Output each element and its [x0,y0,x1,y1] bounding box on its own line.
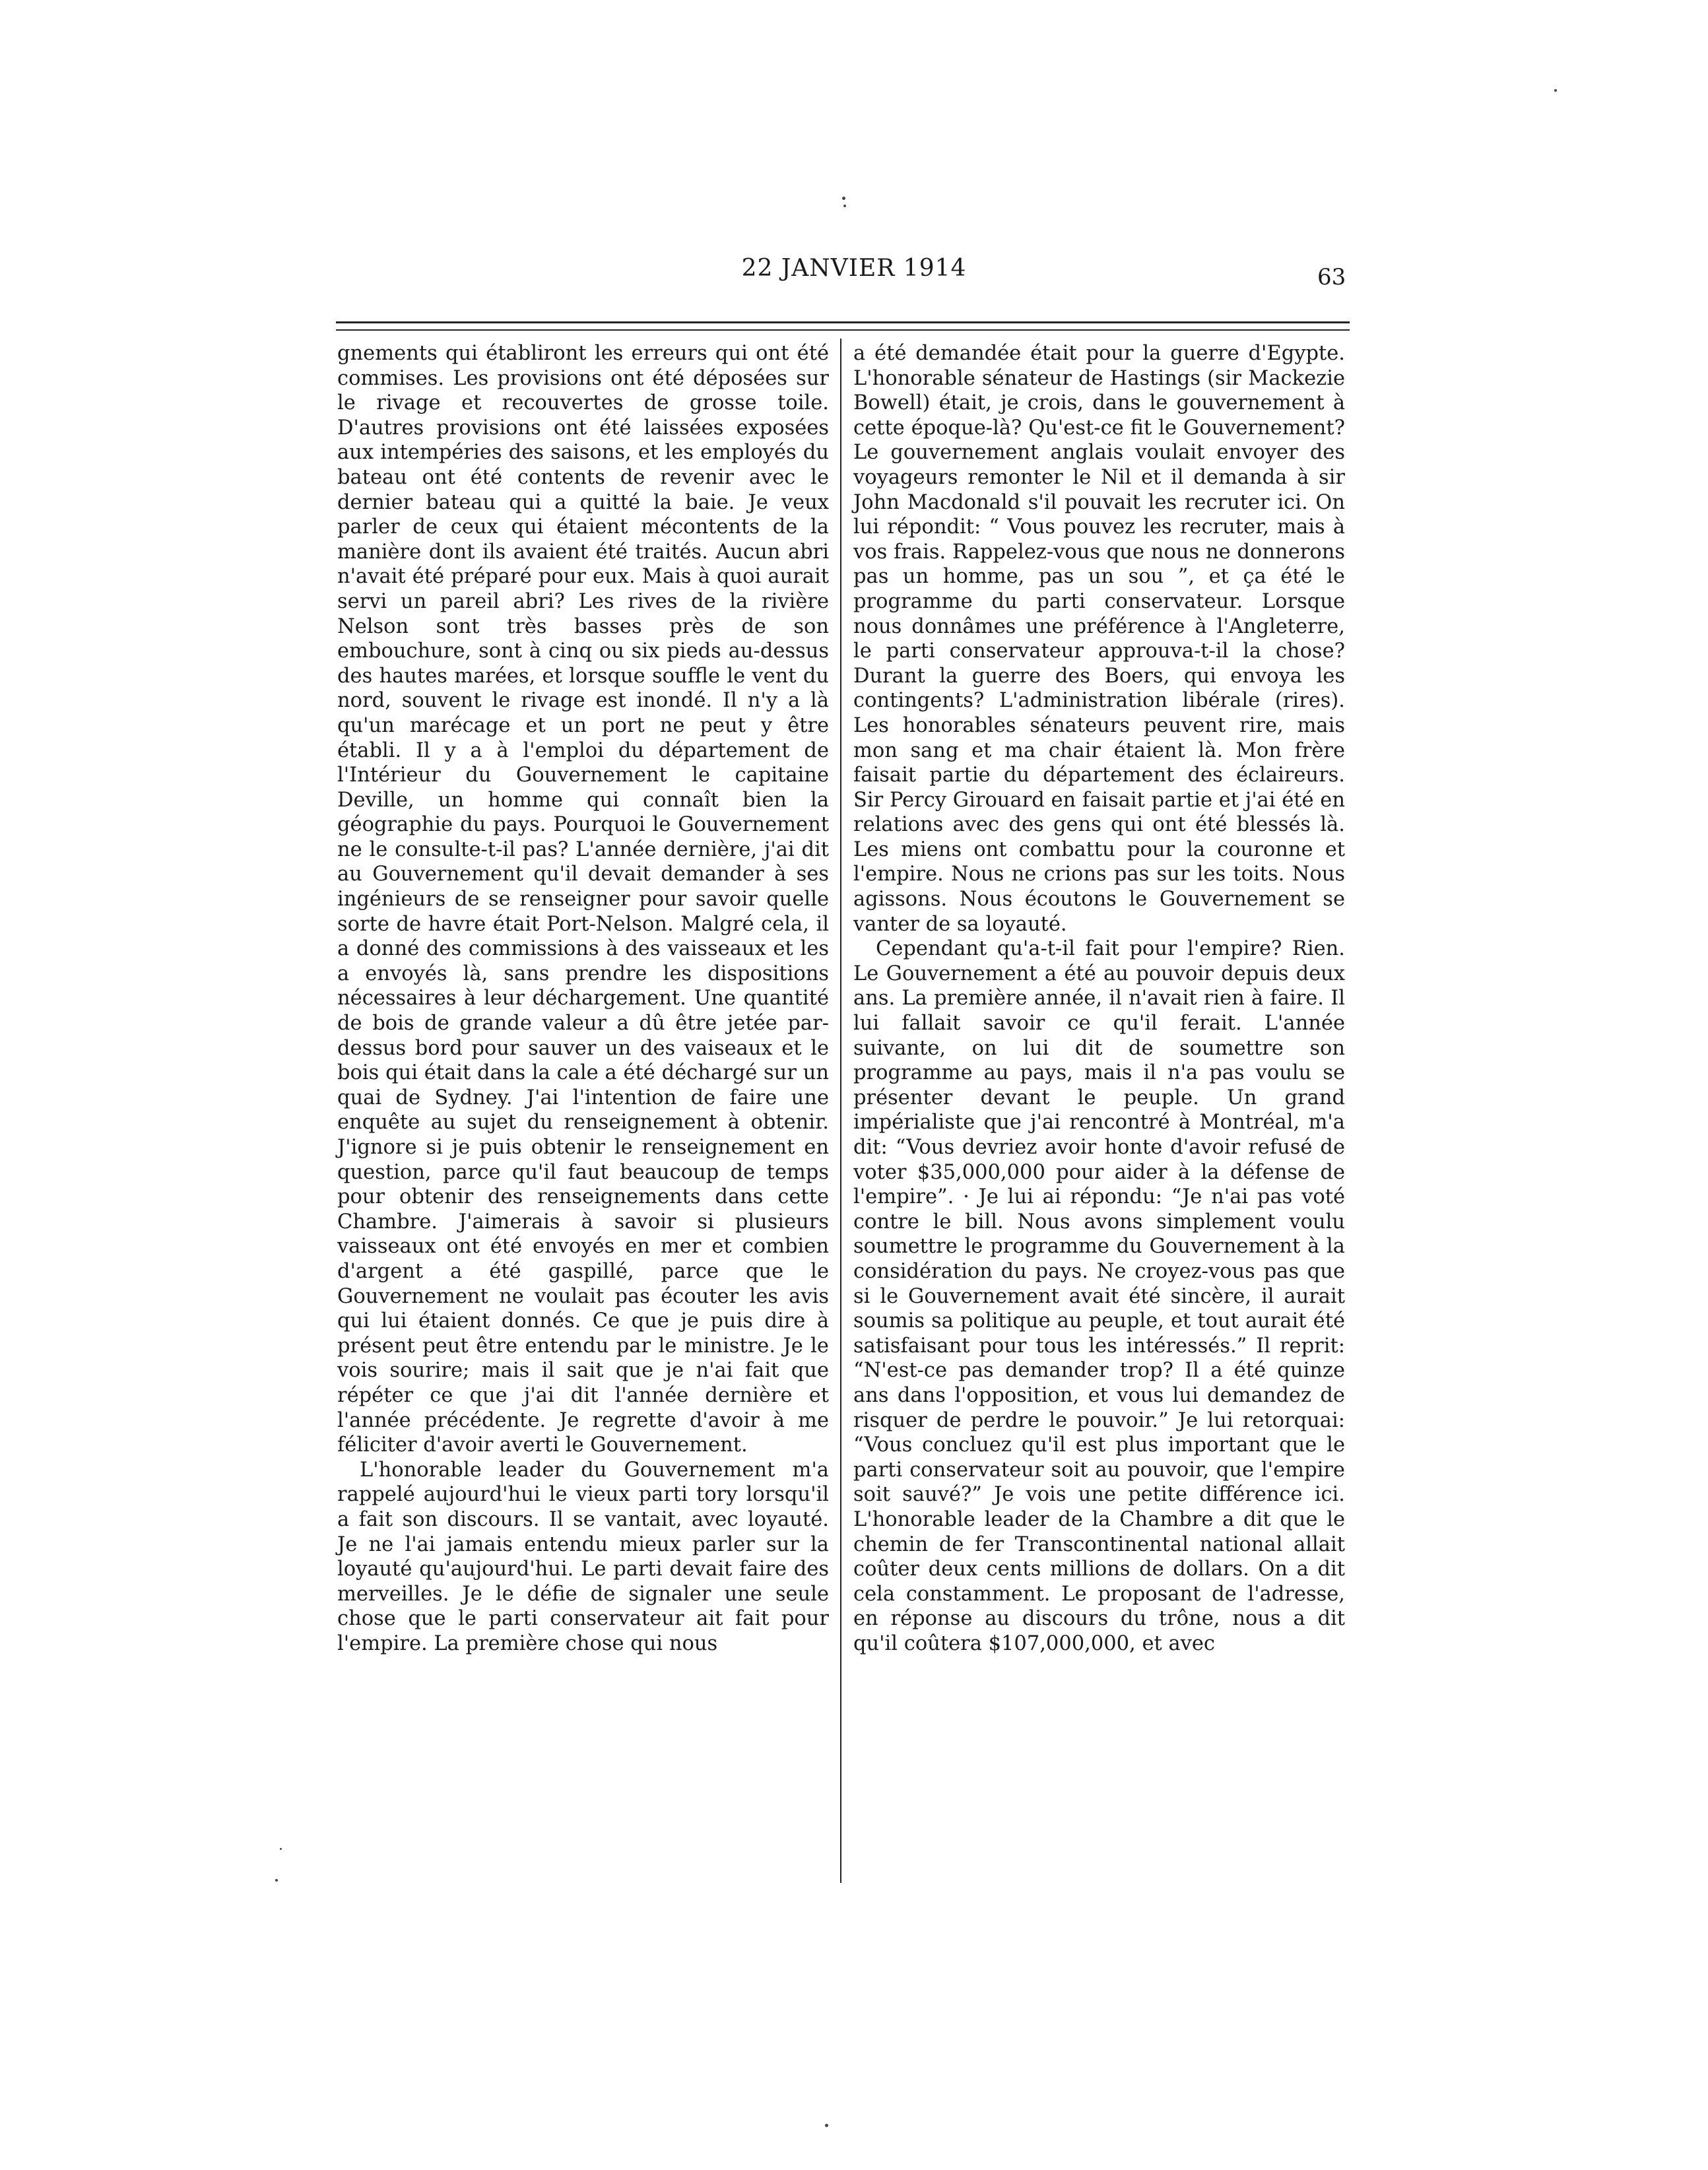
scan-speck [1554,89,1557,92]
left-column [337,341,829,1656]
scan-speck [842,197,845,200]
right-paragraph-1: a été demandée était pour la guerre d'Egypte. L'honorable sénateur de Hastings (sir Mackezie Bowell) était, je crois, dans le gouvernement à cette époque-là? Qu'est-ce fit le Gouvernement? Le gouvernement anglais voulait envoyer des voyageurs remonter le Nil et il demanda à sir John Macdonald s'il pouvait les recruter ici. On lui répondit: “ Vous pouvez les recruter, mais à vos frais. Rappelez-vous que nous ne donnerons pas un homme, pas un sou ”, et ça été le programme du parti conservateur. Lorsque nous donnâmes une préférence à l'Angleterre, le parti conservateur approuva-t-il la chose? Durant la guerre des Boers, qui envoya les contingents? L'administration libérale (rires). Les honorables sénateurs peuvent rire, mais mon sang et ma chair étaient là. Mon frère faisait partie du département des éclaireurs. Sir Percy Girouard en faisait partie et j'ai été en relations avec des gens qui ont été blessés là. Les miens ont combattu pour la couronne et l'empire. Nous ne crions pas sur les toits. Nous agissons. Nous écoutons le Gouvernement se vanter de sa loyauté. [853,342,1345,936]
scan-speck [825,2124,828,2127]
scan-speck [843,205,846,207]
header-rule-top [336,321,1350,323]
header-date: 22 JANVIER 1914 [741,255,967,282]
left-paragraph-2: L'honorable leader du Gouvernement m'a rappelé aujourd'hui le vieux parti tory lorsqu'il a fait son discours. Il se vantait, avec loyauté. Je ne l'ai jamais entendu mieux parler sur la loyauté qu'aujourd'hui. Le parti devait faire des merveilles. Je le défie de signaler une seule chose que le parti conservateur ait fait pour l'empire. La première chose qui nous [337,1458,829,1655]
right-column [853,341,1345,1656]
page-number: 63 [1317,264,1346,290]
column-divider [840,339,841,1883]
scan-speck [280,1848,282,1850]
scan-speck [275,1879,278,1882]
header-rule-bottom [336,329,1350,331]
left-paragraph-1: gnements qui établiront les erreurs qui ont été commises. Les provisions ont été déposées sur le rivage et recouvertes de grosse toile. D'autres provisions ont été laissées exposées aux intempéries des saisons, et les employés du bateau ont été contents de revenir avec le dernier bateau qui a quitté la baie. Je veux parler de ceux qui étaient mécontents de la manière dont ils avaient été traités. Aucun abri n'avait été préparé pour eux. Mais à quoi aurait servi un pareil abri? Les rives de la rivière Nelson sont très basses près de son embouchure, sont à cinq ou six pieds au-dessus des hautes marées, et lorsque souffle le vent du nord, souvent le rivage est inondé. Il n'y a là qu'un marécage et un port ne peut y être établi. Il y a à l'emploi du département de l'Intérieur du Gouvernement le capitaine Deville, un homme qui connaît bien la géographie du pays. Pourquoi le Gouvernement ne le consulte-t-il pas? L'année dernière, j'ai dit au Gouvernement qu'il devait demander à ses ingénieurs de se renseigner pour savoir quelle sorte de havre était Port-Nelson. Malgré cela, il a donné des commissions à des vaisseaux et les a envoyés là, sans prendre les dispositions nécessaires à leur déchargement. Une quantité de bois de grande valeur a dû être jetée par-dessus bord pour sauver un des vaiseaux et le bois qui était dans la cale a été déchargé sur un quai de Sydney. J'ai l'intention de faire une enquête au sujet du renseignement à obtenir. J'ignore si je puis obtenir le renseignement en question, parce qu'il faut beaucoup de temps pour obtenir des renseignements dans cette Chambre. J'aimerais à savoir si plusieurs vaisseaux ont été envoyés en mer et combien d'argent a été gaspillé, parce que le Gouvernement ne voulait pas écouter les avis qui lui étaient donnés. Ce que je puis dire à présent peut être entendu par le ministre. Je le vois sourire; mais il sait que je n'ai fait que répéter ce que j'ai dit l'année dernière et l'année précédente. Je regrette d'avoir à me féliciter d'avoir averti le Gouvernement. [337,342,829,1457]
right-paragraph-2: Cependant qu'a-t-il fait pour l'empire? Rien. Le Gouvernement a été au pouvoir depuis deux ans. La première année, il n'avait rien à faire. Il lui fallait savoir ce qu'il ferait. L'année suivante, on lui dit de soumettre son programme au pays, mais il n'a pas voulu se présenter devant le peuple. Un grand impérialiste que j'ai rencontré à Montréal, m'a dit: “Vous devriez avoir honte d'avoir refusé de voter $35,000,000 pour aider à la défense de l'empire”. · Je lui ai répondu: “Je n'ai pas voté contre le bill. Nous avons simplement voulu soumettre le programme du Gouvernement à la considération du pays. Ne croyez-vous pas que si le Gouvernement avait été sincère, il aurait soumis sa politique au peuple, et tout aurait été satisfaisant pour tous les intéressés.” Il reprit: “N'est-ce pas demander trop? Il a été quinze ans dans l'opposition, et vous lui demandez de risquer de perdre le pouvoir.” Je lui retorquai: “Vous concluez qu'il est plus important que le parti conservateur soit au pouvoir, que l'empire soit sauvé?” Je vois une petite différence ici. L'honorable leader de la Chambre a dit que le chemin de fer Transcontinental national allait coûter deux cents millions de dollars. On a dit cela constamment. Le proposant de l'adresse, en réponse au discours du trône, nous a dit qu'il coûtera $107,000,000, et avec [853,937,1345,1655]
